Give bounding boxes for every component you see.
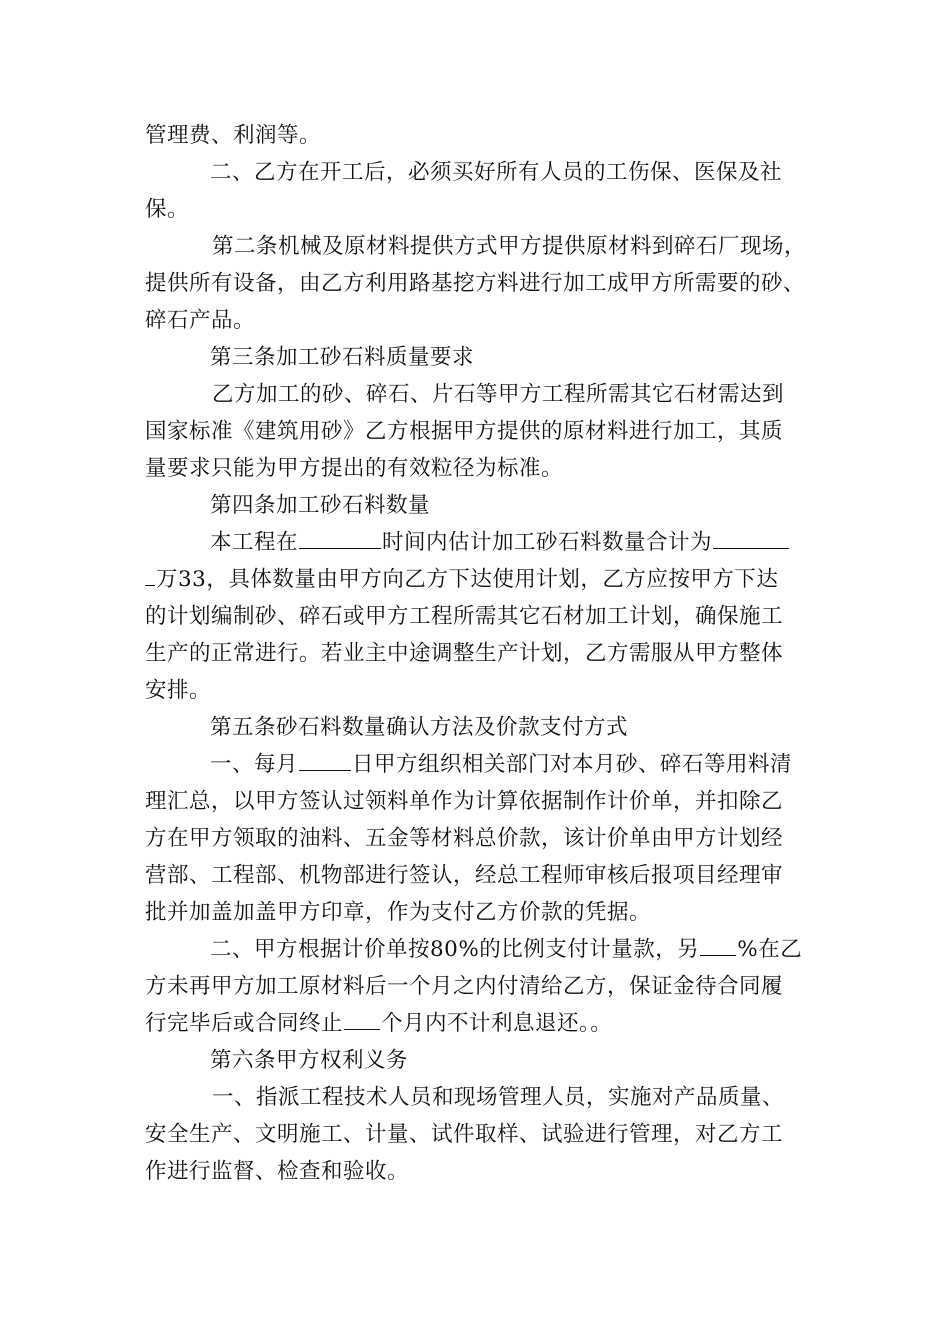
section-heading: 第六条甲方权利义务	[210, 1048, 409, 1073]
text-line: 二、乙方在开工后，必须买好所有人员的工伤保、医保及社	[210, 160, 783, 185]
text-segment: 万33，具体数量由甲方向乙方下达使用计划，乙方应按甲方下达	[156, 567, 779, 592]
text-line: 量要求只能为甲方提出的有效粒径为标准。	[145, 456, 564, 481]
text-line-with-blanks	[210, 747, 880, 783]
text-line: 的计划编制砂、碎石或甲方工程所需其它石材加工计划，确保施工	[145, 604, 784, 629]
fill-in-blank	[713, 526, 789, 549]
text-line: 方未再甲方加工原材料后一个月之内付清给乙方，保证金待合同履	[145, 974, 784, 999]
fill-in-blank	[344, 1007, 380, 1030]
text-line-with-blanks	[210, 932, 880, 968]
section-heading: 第五条砂石料数量确认方法及价款支付方式	[210, 715, 629, 740]
text-line: 作进行监督、检查和验收。	[145, 1159, 410, 1184]
text-segment: 二、甲方根据计价单按80%的比例支付计量款，另	[210, 937, 700, 962]
text-line: 批并加盖加盖甲方印章，作为支付乙方价款的凭据。	[145, 900, 652, 925]
text-line: 方在甲方领取的油料、五金等材料总价款，该计价单由甲方计划经	[145, 826, 784, 851]
text-line-with-blanks	[210, 525, 880, 561]
text-line: 营部、工程部、机物部进行签认，经总工程师审核后报项目经理审	[145, 863, 784, 888]
text-line: 第二条机械及原材料提供方式甲方提供原材料到碎石厂现场，	[212, 234, 807, 259]
text-line: 管理费、利润等。	[145, 123, 322, 148]
fill-in-blank	[700, 933, 736, 956]
fill-in-blank	[145, 563, 155, 586]
text-line: 碎石产品。	[145, 308, 256, 333]
section-heading: 第四条加工砂石料数量	[210, 493, 431, 518]
text-segment: 时间内估计加工砂石料数量合计为	[382, 530, 713, 555]
fill-in-blank	[299, 748, 351, 771]
text-line-with-blanks	[145, 1006, 815, 1042]
text-line-with-blanks	[145, 562, 815, 598]
text-line: 乙方加工的砂、碎石、片石等甲方工程所需其它石材需达到	[212, 382, 785, 407]
text-line: 保。	[145, 197, 190, 222]
text-line: 理汇总，以甲方签认过领料单作为计算依据制作计价单，并扣除乙	[145, 789, 784, 814]
text-segment: 一、每月	[210, 752, 299, 777]
section-heading: 第三条加工砂石料质量要求	[210, 345, 475, 370]
text-segment: 个月内不计利息退还。。	[381, 1011, 613, 1036]
text-line: 提供所有设备，由乙方利用路基挖方料进行加工成甲方所需要的砂、	[145, 271, 806, 296]
text-segment: 日甲方组织相关部门对本月砂、碎石等用料清	[352, 752, 793, 777]
text-line: 生产的正常进行。若业主中途调整生产计划，乙方需服从甲方整体	[145, 641, 784, 666]
text-line: 安排。	[145, 678, 212, 703]
text-line: 一、指派工程技术人员和现场管理人员，实施对产品质量、	[212, 1085, 785, 1110]
text-line: 国家标准《建筑用砂》乙方根据甲方提供的原材料进行加工，其质	[145, 419, 784, 444]
text-segment: 行完毕后或合同终止	[145, 1011, 344, 1036]
fill-in-blank	[299, 526, 381, 549]
text-line: 安全生产、文明施工、计量、试件取样、试验进行管理，对乙方工	[145, 1122, 784, 1147]
text-segment: 本工程在	[210, 530, 299, 555]
text-segment: %在乙	[737, 937, 803, 962]
